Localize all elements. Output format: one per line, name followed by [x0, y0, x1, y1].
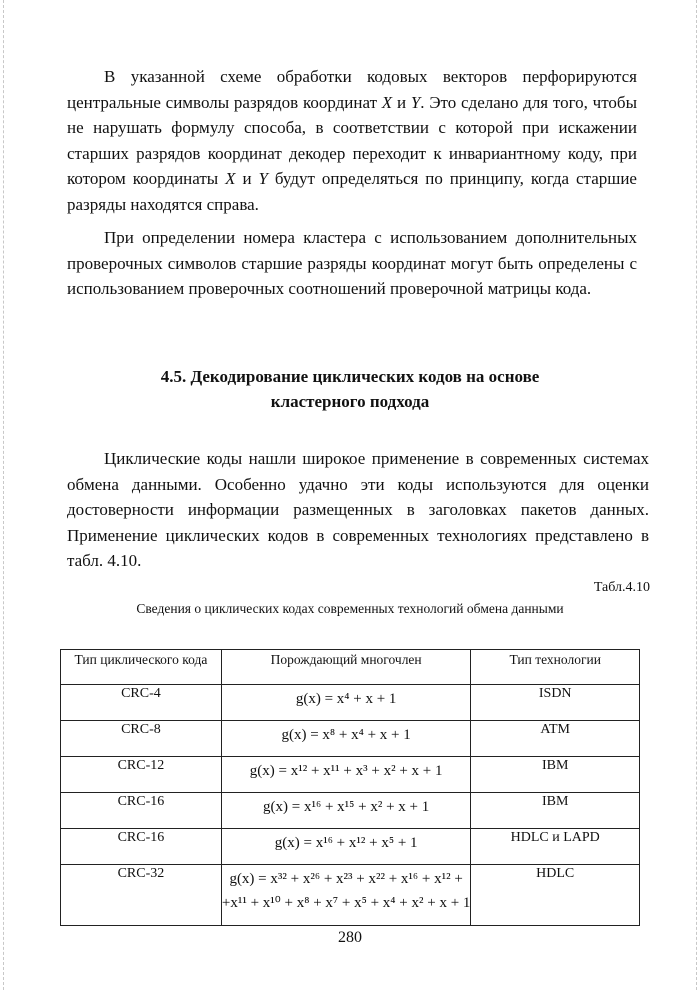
code-cell: CRC-12: [61, 757, 222, 793]
technology-cell: ISDN: [471, 685, 640, 721]
polynomial-cell: g(x) = x¹⁶ + x¹⁵ + x² + x + 1: [221, 793, 471, 829]
header-technology: Тип технологии: [471, 650, 640, 685]
polynomial-cell: g(x) = x⁴ + x + 1: [221, 685, 471, 721]
table-row: [61, 685, 640, 721]
table-header-row: [61, 650, 640, 685]
technology-cell: IBM: [471, 757, 640, 793]
table-row: [61, 829, 640, 865]
left-margin-line: [3, 0, 4, 990]
polynomial-cell: [221, 865, 471, 926]
code-cell: CRC-16: [61, 793, 222, 829]
page-number: 280: [338, 929, 362, 946]
code-cell: CRC-8: [61, 721, 222, 757]
polynomial-line-2: +x¹¹ + x¹⁰ + x⁸ + x⁷ + x⁵ + x⁴ + x² + x + 1: [221, 895, 471, 911]
table-row: [61, 865, 640, 926]
header-polynomial: Порождающий многочлен: [221, 650, 471, 685]
crc-table: [60, 649, 640, 926]
paragraph-3: Циклические коды нашли широкое применение в современных системах обмена данными. Особенно удачно эти коды используются для оценки достоверности информации размещенных в заголовках пакетов данных. Применение циклических кодов в современных технологиях представлено в табл. 4.10.: [67, 449, 649, 571]
polynomial-cell: g(x) = x¹² + x¹¹ + x³ + x² + x + 1: [221, 757, 471, 793]
polynomial-cell: g(x) = x⁸ + x⁴ + x + 1: [221, 721, 471, 757]
paragraph-2: При определении номера кластера с использованием дополнительных проверочных символов старшие разряды координат могут быть определены с использованием проверочных соотношений проверочной матрицы кода.: [67, 228, 637, 299]
code-cell: CRC-4: [61, 685, 222, 721]
header-code-type: Тип циклического кода: [61, 650, 222, 685]
table-row: [61, 793, 640, 829]
technology-cell: HDLC: [471, 865, 640, 926]
table-number: Табл.4.10: [593, 580, 650, 595]
technology-cell: ATM: [471, 721, 640, 757]
table-row: [61, 721, 640, 757]
section-heading: [0, 364, 700, 414]
polynomial-cell: g(x) = x¹⁶ + x¹² + x⁵ + 1: [221, 829, 471, 865]
table-caption: Сведения о циклических кодах современных технологий обмена данными: [136, 601, 564, 616]
section-heading-line-1: 4.5. Декодирование циклических кодов на основе: [160, 367, 540, 386]
table-row: [61, 757, 640, 793]
paragraph-1: В указанной схеме обработки кодовых векторов перфорируются центральные символы разрядов координат X и Y. Это сделано для того, чтобы не нарушать формулу способа, в соответствии с которой при искажении старших разрядов координат декодер переходит к инвариантному коду, при котором координаты X и Y будут определяться по принципу, когда старшие разряды находятся справа.: [67, 67, 637, 214]
right-margin-line: [696, 0, 697, 990]
technology-cell: HDLC и LAPD: [471, 829, 640, 865]
section-heading-line-2: кластерного подхода: [270, 392, 430, 411]
technology-cell: IBM: [471, 793, 640, 829]
polynomial-line-1: g(x) = x³² + x²⁶ + x²³ + x²² + x¹⁶ + x¹² +: [229, 871, 463, 887]
code-cell: CRC-32: [61, 865, 222, 926]
code-cell: CRC-16: [61, 829, 222, 865]
